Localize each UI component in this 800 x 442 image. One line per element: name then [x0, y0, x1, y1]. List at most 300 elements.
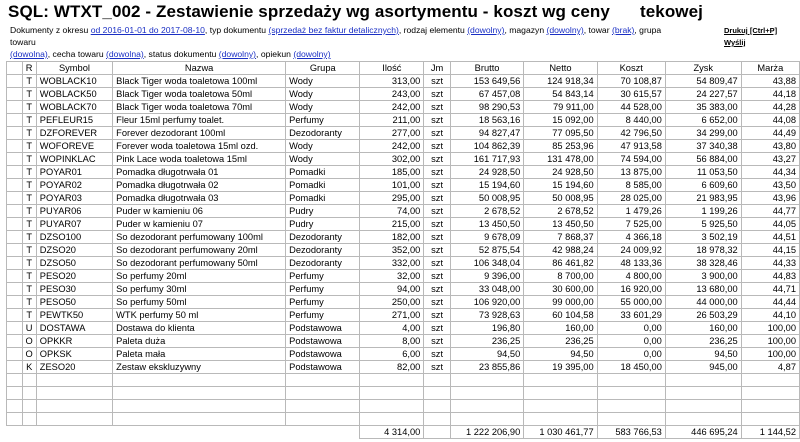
table-cell: 44,05 — [741, 218, 799, 231]
empty-cell — [286, 374, 360, 387]
table-cell: 42 988,24 — [524, 244, 597, 257]
table-cell: 43,88 — [741, 75, 799, 88]
table-cell: szt — [424, 140, 451, 153]
table-cell: 196,80 — [450, 322, 523, 335]
table-cell: 73 928,63 — [450, 309, 523, 322]
table-cell: 18 978,32 — [665, 244, 741, 257]
table-cell: Perfumy — [286, 283, 360, 296]
table-cell: T — [22, 270, 36, 283]
table-row[interactable] — [7, 283, 800, 296]
total-cell: 583 766,53 — [597, 426, 665, 439]
table-cell: 94,00 — [360, 283, 424, 296]
empty-cell — [665, 400, 741, 413]
table-cell: Black Tiger woda toaletowa 70ml — [113, 101, 286, 114]
row-marker — [7, 218, 23, 231]
row-marker — [7, 205, 23, 218]
table-cell: POYAR03 — [36, 192, 112, 205]
row-marker — [7, 153, 23, 166]
table-row[interactable] — [7, 231, 800, 244]
table-cell: Pomadki — [286, 192, 360, 205]
table-cell: T — [22, 88, 36, 101]
table-cell: 44,49 — [741, 127, 799, 140]
table-cell: 47 913,58 — [597, 140, 665, 153]
table-cell: 124 918,34 — [524, 75, 597, 88]
table-cell: 44,44 — [741, 296, 799, 309]
table-cell: 32,00 — [360, 270, 424, 283]
table-cell: 56 884,00 — [665, 153, 741, 166]
table-cell: 99 000,00 — [524, 296, 597, 309]
total-cell: 1 222 206,90 — [450, 426, 523, 439]
empty-cell — [450, 374, 523, 387]
filter-text: , status dokumentu — [143, 49, 219, 59]
table-cell: Fleur 15ml perfumy toalet. — [113, 114, 286, 127]
table-cell: Zestaw ekskluzywny — [113, 361, 286, 374]
filter-product-link[interactable]: (brak) — [611, 25, 635, 35]
table-cell: 33 601,29 — [597, 309, 665, 322]
column-header[interactable]: Marża — [741, 62, 799, 75]
table-cell: Pink Lace woda toaletowa 15ml — [113, 153, 286, 166]
table-cell: 242,00 — [360, 101, 424, 114]
table-cell: T — [22, 192, 36, 205]
table-cell: WOFOREVE — [36, 140, 112, 153]
table-cell: 18 563,16 — [450, 114, 523, 127]
table-row[interactable] — [7, 101, 800, 114]
empty-cell — [7, 374, 23, 387]
column-header[interactable]: Koszt — [597, 62, 665, 75]
table-cell: 185,00 — [360, 166, 424, 179]
report-title-main: SQL: WTXT_002 - Zestawienie sprzedaży wg asortymentu - koszt wg ceny — [8, 2, 610, 21]
table-cell: 1 199,26 — [665, 205, 741, 218]
table-row[interactable] — [7, 257, 800, 270]
table-body — [7, 75, 800, 439]
empty-cell — [524, 413, 597, 426]
table-cell: szt — [424, 257, 451, 270]
filter-description — [10, 24, 686, 60]
table-cell: 131 478,00 — [524, 153, 597, 166]
table-cell: T — [22, 244, 36, 257]
table-row[interactable] — [7, 309, 800, 322]
table-cell: O — [22, 348, 36, 361]
filter-product-group-link[interactable]: (dowolna) — [10, 49, 48, 59]
table-cell: 94,50 — [524, 348, 597, 361]
table-cell: Black Tiger woda toaletowa 50ml — [113, 88, 286, 101]
table-cell: Pomadka długotrwała 02 — [113, 179, 286, 192]
table-cell: Wody — [286, 140, 360, 153]
empty-cell — [286, 387, 360, 400]
table-cell: So perfumy 30ml — [113, 283, 286, 296]
table-cell: 54 843,14 — [524, 88, 597, 101]
table-cell: 236,25 — [524, 335, 597, 348]
table-cell: WTK perfumy 50 ml — [113, 309, 286, 322]
table-cell: Pudry — [286, 205, 360, 218]
table-row[interactable] — [7, 127, 800, 140]
empty-row — [7, 413, 800, 426]
empty-cell — [665, 374, 741, 387]
table-cell: 44,34 — [741, 166, 799, 179]
table-row[interactable] — [7, 218, 800, 231]
empty-cell — [424, 413, 451, 426]
table-row[interactable] — [7, 88, 800, 101]
table-cell: 77 095,50 — [524, 127, 597, 140]
table-cell: 44,51 — [741, 231, 799, 244]
table-cell: So dezodorant perfumowany 100ml — [113, 231, 286, 244]
table-cell: szt — [424, 179, 451, 192]
table-cell: T — [22, 296, 36, 309]
table-row[interactable] — [7, 114, 800, 127]
table-row[interactable] — [7, 75, 800, 88]
table-row[interactable] — [7, 335, 800, 348]
table-header-row — [7, 62, 800, 75]
table-cell: 94 827,47 — [450, 127, 523, 140]
table-cell: 4 800,00 — [597, 270, 665, 283]
total-cell: 1 144,52 — [741, 426, 799, 439]
table-row[interactable] — [7, 166, 800, 179]
empty-cell — [741, 387, 799, 400]
table-cell: 332,00 — [360, 257, 424, 270]
empty-cell — [22, 387, 36, 400]
print-actions — [724, 25, 777, 49]
empty-cell — [360, 413, 424, 426]
table-cell: OPKSK — [36, 348, 112, 361]
table-cell: 160,00 — [524, 322, 597, 335]
table-cell: 243,00 — [360, 88, 424, 101]
total-empty-cell — [424, 426, 451, 439]
report-title-suffix: tekowej — [639, 2, 704, 21]
print-button[interactable]: Drukuj [Ctrl+P] — [724, 26, 778, 35]
row-marker — [7, 75, 23, 88]
export-button[interactable]: Wyślij — [724, 38, 746, 47]
empty-cell — [36, 374, 112, 387]
table-row[interactable] — [7, 361, 800, 374]
table-row[interactable] — [7, 296, 800, 309]
table-cell: 67 457,08 — [450, 88, 523, 101]
row-marker — [7, 127, 23, 140]
empty-cell — [113, 387, 286, 400]
table-cell: Perfumy — [286, 270, 360, 283]
filter-doc-type-link[interactable]: (sprzedaż bez faktur detalicznych) — [268, 25, 399, 35]
total-cell: 1 030 461,77 — [524, 426, 597, 439]
table-cell: 55 000,00 — [597, 296, 665, 309]
table-cell: Dezodoranty — [286, 231, 360, 244]
empty-cell — [360, 374, 424, 387]
row-marker — [7, 283, 23, 296]
table-cell: T — [22, 101, 36, 114]
table-cell: 44,83 — [741, 270, 799, 283]
table-cell: So dezodorant perfumowany 20ml — [113, 244, 286, 257]
empty-cell — [424, 374, 451, 387]
table-cell: 37 340,38 — [665, 140, 741, 153]
table-cell: Paleta mała — [113, 348, 286, 361]
table-cell: Pomadki — [286, 179, 360, 192]
table-cell: 34 299,00 — [665, 127, 741, 140]
table-cell: 44,10 — [741, 309, 799, 322]
table-cell: 15 194,60 — [524, 179, 597, 192]
table-cell: 24 928,50 — [524, 166, 597, 179]
table-cell: U — [22, 322, 36, 335]
table-cell: 13 680,00 — [665, 283, 741, 296]
empty-cell — [665, 387, 741, 400]
table-cell: T — [22, 166, 36, 179]
table-cell: T — [22, 231, 36, 244]
empty-cell — [597, 387, 665, 400]
table-cell: WOPINKLAC — [36, 153, 112, 166]
table-cell: 11 053,50 — [665, 166, 741, 179]
table-cell: Pomadki — [286, 166, 360, 179]
empty-cell — [360, 387, 424, 400]
total-empty-cell — [36, 426, 112, 439]
table-cell: 3 900,00 — [665, 270, 741, 283]
table-cell: PESO50 — [36, 296, 112, 309]
table-cell: 74,00 — [360, 205, 424, 218]
table-cell: 85 253,96 — [524, 140, 597, 153]
empty-cell — [36, 413, 112, 426]
table-cell: szt — [424, 153, 451, 166]
table-cell: 44,15 — [741, 244, 799, 257]
empty-cell — [360, 400, 424, 413]
table-cell: 153 649,56 — [450, 75, 523, 88]
table-cell: 100,00 — [741, 348, 799, 361]
table-cell: O — [22, 335, 36, 348]
empty-cell — [36, 400, 112, 413]
table-cell: DZSO50 — [36, 257, 112, 270]
table-row[interactable] — [7, 322, 800, 335]
table-cell: PEWTK50 — [36, 309, 112, 322]
table-cell: Perfumy — [286, 296, 360, 309]
total-empty-cell — [22, 426, 36, 439]
table-cell: 19 395,00 — [524, 361, 597, 374]
row-marker — [7, 192, 23, 205]
table-cell: 43,80 — [741, 140, 799, 153]
table-cell: PEFLEUR15 — [36, 114, 112, 127]
table-cell: 101,00 — [360, 179, 424, 192]
table-cell: So perfumy 50ml — [113, 296, 286, 309]
total-empty-cell — [286, 426, 360, 439]
table-cell: T — [22, 309, 36, 322]
table-cell: 70 108,87 — [597, 75, 665, 88]
table-cell: DZSO20 — [36, 244, 112, 257]
table-cell: 79 911,00 — [524, 101, 597, 114]
row-marker — [7, 361, 23, 374]
empty-cell — [524, 387, 597, 400]
table-cell: So dezodorant perfumowany 50ml — [113, 257, 286, 270]
empty-cell — [741, 374, 799, 387]
column-header[interactable]: Jm — [424, 62, 451, 75]
table-row[interactable] — [7, 192, 800, 205]
table-row[interactable] — [7, 205, 800, 218]
table-cell: T — [22, 153, 36, 166]
table-row[interactable] — [7, 179, 800, 192]
column-header[interactable]: Nazwa — [113, 62, 286, 75]
table-cell: 104 862,39 — [450, 140, 523, 153]
table-cell: 277,00 — [360, 127, 424, 140]
empty-cell — [7, 387, 23, 400]
filter-product-feature-link[interactable]: (dowolna) — [106, 49, 144, 59]
table-cell: T — [22, 205, 36, 218]
table-cell: Paleta duża — [113, 335, 286, 348]
filter-text: , rodzaj elementu — [398, 25, 468, 35]
empty-cell — [524, 400, 597, 413]
column-header[interactable]: Symbol — [36, 62, 112, 75]
table-cell: 86 461,82 — [524, 257, 597, 270]
table-cell: 8,00 — [360, 335, 424, 348]
table-cell: szt — [424, 296, 451, 309]
table-cell: 44 528,00 — [597, 101, 665, 114]
filter-text: , grupa towaru — [10, 25, 662, 47]
table-cell: 30 600,00 — [524, 283, 597, 296]
filter-caretaker-link[interactable]: (dowolny) — [293, 49, 331, 59]
table-cell: 236,25 — [665, 335, 741, 348]
table-cell: Dezodoranty — [286, 257, 360, 270]
table-cell: 42 796,50 — [597, 127, 665, 140]
table-row[interactable] — [7, 270, 800, 283]
table-cell: 211,00 — [360, 114, 424, 127]
empty-cell — [450, 387, 523, 400]
empty-cell — [424, 400, 451, 413]
table-cell: 13 450,50 — [450, 218, 523, 231]
table-cell: 2 678,52 — [450, 205, 523, 218]
table-cell: 13 450,50 — [524, 218, 597, 231]
table-cell: 271,00 — [360, 309, 424, 322]
table-cell: szt — [424, 127, 451, 140]
empty-cell — [450, 413, 523, 426]
table-cell: 15 092,00 — [524, 114, 597, 127]
table-cell: Black Tiger woda toaletowa 100ml — [113, 75, 286, 88]
table-cell: Wody — [286, 88, 360, 101]
table-cell: Podstawowa — [286, 348, 360, 361]
table-cell: 43,27 — [741, 153, 799, 166]
table-cell: WOBLACK50 — [36, 88, 112, 101]
table-cell: Podstawowa — [286, 335, 360, 348]
table-cell: 94,50 — [450, 348, 523, 361]
table-cell: szt — [424, 283, 451, 296]
table-cell: Puder w kamieniu 07 — [113, 218, 286, 231]
table-cell: Dostawa do klienta — [113, 322, 286, 335]
table-cell: 38 328,46 — [665, 257, 741, 270]
column-header[interactable]: Brutto — [450, 62, 523, 75]
column-header[interactable]: R — [22, 62, 36, 75]
table-cell: 24 009,92 — [597, 244, 665, 257]
total-cell: 4 314,00 — [360, 426, 424, 439]
column-header[interactable] — [7, 62, 23, 75]
table-cell: 0,00 — [597, 322, 665, 335]
empty-cell — [597, 374, 665, 387]
table-cell: 44,77 — [741, 205, 799, 218]
table-cell: POYAR01 — [36, 166, 112, 179]
table-cell: 74 594,00 — [597, 153, 665, 166]
table-cell: 161 717,93 — [450, 153, 523, 166]
table-cell: Pomadka długotrwała 01 — [113, 166, 286, 179]
table-cell: 215,00 — [360, 218, 424, 231]
table-cell: 7 868,37 — [524, 231, 597, 244]
empty-cell — [113, 374, 286, 387]
table-cell: szt — [424, 166, 451, 179]
table-row[interactable] — [7, 244, 800, 257]
table-cell: 8 440,00 — [597, 114, 665, 127]
row-marker — [7, 88, 23, 101]
row-marker — [7, 257, 23, 270]
total-empty-cell — [7, 426, 23, 439]
table-cell: 52 875,54 — [450, 244, 523, 257]
table-cell: szt — [424, 114, 451, 127]
table-cell: 945,00 — [665, 361, 741, 374]
table-cell: T — [22, 283, 36, 296]
table-cell: szt — [424, 322, 451, 335]
table-cell: T — [22, 140, 36, 153]
empty-cell — [22, 374, 36, 387]
table-row[interactable] — [7, 140, 800, 153]
table-cell: Wody — [286, 75, 360, 88]
row-marker — [7, 179, 23, 192]
empty-cell — [450, 400, 523, 413]
filter-element-kind-link[interactable]: (dowolny) — [467, 25, 505, 35]
table-cell: 94,50 — [665, 348, 741, 361]
table-cell: 98 290,53 — [450, 101, 523, 114]
empty-cell — [741, 413, 799, 426]
empty-cell — [665, 413, 741, 426]
table-cell: szt — [424, 88, 451, 101]
filter-text: , towar — [583, 25, 612, 35]
table-cell: T — [22, 179, 36, 192]
table-cell: 6,00 — [360, 348, 424, 361]
table-cell: T — [22, 75, 36, 88]
table-cell: 48 133,36 — [597, 257, 665, 270]
table-cell: 242,00 — [360, 140, 424, 153]
table-cell: 313,00 — [360, 75, 424, 88]
table-row[interactable] — [7, 153, 800, 166]
column-header[interactable]: Netto — [524, 62, 597, 75]
table-cell: szt — [424, 361, 451, 374]
totals-row — [7, 426, 800, 439]
row-marker — [7, 166, 23, 179]
table-cell: 182,00 — [360, 231, 424, 244]
table-row[interactable] — [7, 348, 800, 361]
table-cell: DOSTAWA — [36, 322, 112, 335]
table-cell: 6 609,60 — [665, 179, 741, 192]
row-marker — [7, 296, 23, 309]
table-cell: 302,00 — [360, 153, 424, 166]
table-cell: OPKKR — [36, 335, 112, 348]
table-cell: 3 502,19 — [665, 231, 741, 244]
table-cell: szt — [424, 348, 451, 361]
table-cell: 44,08 — [741, 114, 799, 127]
table-cell: 18 450,00 — [597, 361, 665, 374]
table-cell: Pudry — [286, 218, 360, 231]
filter-warehouse-link[interactable]: (dowolny) — [546, 25, 584, 35]
table-cell: 100,00 — [741, 335, 799, 348]
table-cell: 106 920,00 — [450, 296, 523, 309]
table-cell: 250,00 — [360, 296, 424, 309]
row-marker — [7, 335, 23, 348]
row-marker — [7, 101, 23, 114]
filter-doc-status-link[interactable]: (dowolny) — [218, 49, 257, 59]
table-cell: 54 809,47 — [665, 75, 741, 88]
column-header[interactable]: Grupa — [286, 62, 360, 75]
table-cell: 295,00 — [360, 192, 424, 205]
table-cell: szt — [424, 335, 451, 348]
table-cell: 15 194,60 — [450, 179, 523, 192]
empty-cell — [741, 400, 799, 413]
filter-text: , cecha towaru — [47, 49, 107, 59]
table-cell: szt — [424, 101, 451, 114]
table-cell: 21 983,95 — [665, 192, 741, 205]
table-cell: 100,00 — [741, 322, 799, 335]
table-cell: PUYAR06 — [36, 205, 112, 218]
table-cell: POYAR02 — [36, 179, 112, 192]
filter-period-link[interactable]: od 2016-01-01 do 2017-08-10 — [90, 25, 205, 35]
empty-cell — [36, 387, 112, 400]
column-header[interactable]: Zysk — [665, 62, 741, 75]
column-header[interactable]: Ilość — [360, 62, 424, 75]
